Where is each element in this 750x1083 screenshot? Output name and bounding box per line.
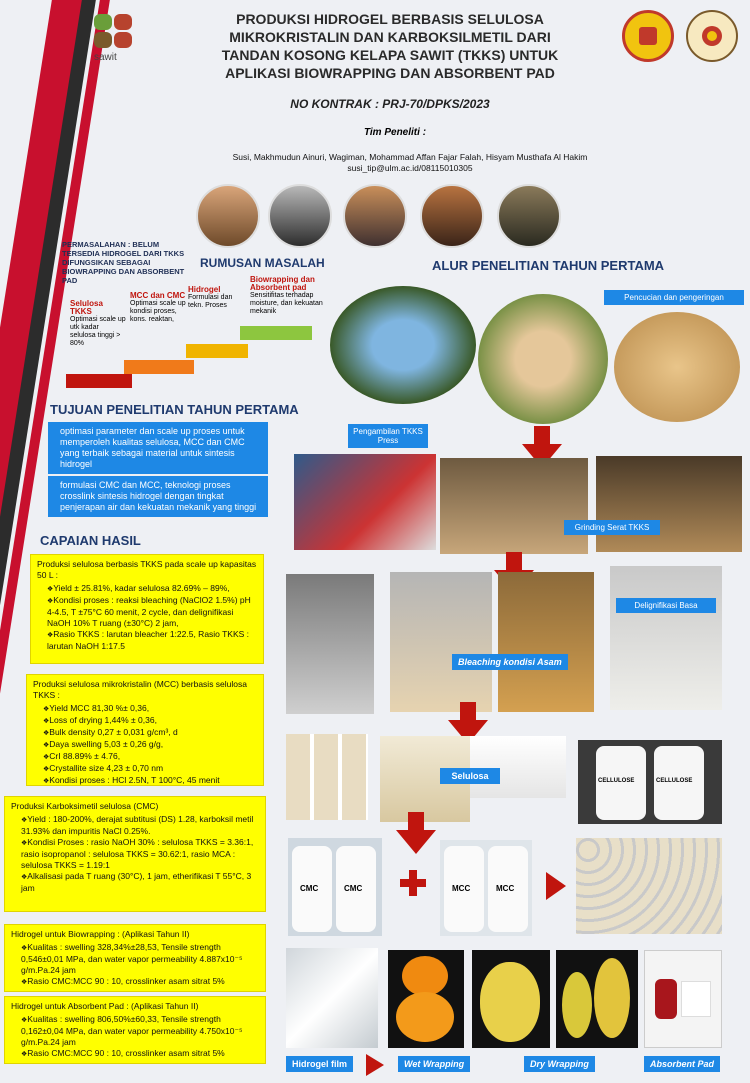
capaian-head: Hidrogel untuk Absorbent Pad : (Aplikasi Tahun II) <box>11 1001 199 1011</box>
label-pengambilan: Pengambilan TKKS Press <box>348 424 428 448</box>
photo-dried-fiber <box>614 312 740 422</box>
jar-label: MCC <box>452 884 471 893</box>
step-bar <box>66 374 132 388</box>
label-wet-wrapping: Wet Wrapping <box>398 1056 470 1072</box>
title-line: TANDAN KOSONG KELAPA SAWIT (TKKS) UNTUK <box>221 47 559 63</box>
jar-label: CMC <box>300 884 319 893</box>
rumusan-title: RUMUSAN MASALAH <box>200 256 325 270</box>
label-delignifikasi: Delignifikasi Basa <box>616 598 716 613</box>
jar-label: CMC <box>344 884 363 893</box>
capaian-item: ❖ Yield MCC 81,30 %± 0,36, <box>43 703 257 715</box>
label-hidrogel-film: Hidrogel film <box>286 1056 353 1072</box>
capaian-item: ❖ CrI 88.89% ± 4.76, <box>43 751 257 763</box>
photo-pulp-trays <box>286 734 368 820</box>
capaian-item: ❖ Kualitas : swelling 806,50%±60,33, Tensile strength 0,162±0,04 MPa, dan water vapor permeability 4.750x10⁻⁵ g/m.Pa.24 jam <box>21 1014 259 1048</box>
capaian-box <box>4 796 266 912</box>
step-item <box>130 292 186 324</box>
flow-arrow <box>396 830 436 854</box>
tujuan-title: TUJUAN PENELITIAN TAHUN PERTAMA <box>50 402 299 417</box>
step-item <box>188 286 238 310</box>
agency-seal <box>686 10 738 62</box>
label-pencucian: Pencucian dan pengeringan <box>604 290 744 305</box>
tujuan-item: optimasi parameter dan scale up proses untuk memperoleh kualitas selulosa, MCC dan CMC yang terbaik sebagai material untuk sintesis hidrogel <box>48 422 268 474</box>
capaian-item: ❖ Kondisi proses : reaksi bleaching (NaClO2 1.5%) pH 4-4.5, T ±75°C 60 menit, 2 cycle, dan delignifikasi NaOH 10% T ruang (±30°C) 2 jam, <box>47 595 257 629</box>
step-desc: Optimasi scale up utk kadar selulosa tinggi > 80% <box>70 316 126 347</box>
title-line: APLIKASI BIOWRAPPING DAN ABSORBENT PAD <box>225 65 555 81</box>
capaian-item: ❖ Alkalisasi pada T ruang (30°C), 1 jam, etherifikasi T 55°C, 3 jam <box>21 871 259 894</box>
capaian-item: ❖ Rasio TKKS : larutan bleacher 1:22.5, Rasio TKKS : larutan NaOH 1:17.5 <box>47 629 257 652</box>
title-line: MIKROKRISTALIN DAN KARBOKSILMETIL DARI <box>229 29 551 45</box>
photo-washing <box>478 294 608 424</box>
photo-grinder <box>294 454 436 550</box>
capaian-item: ❖ Yield ± 25.81%, kadar selulosa 82.69% – 89%, <box>47 583 257 595</box>
photo-bleaching-1 <box>390 572 492 712</box>
photo-fiber-tank <box>596 456 742 552</box>
photo-cellulose-bags <box>470 736 566 798</box>
step-title: Hidrogel <box>188 285 221 294</box>
photo-dry-wrapping <box>556 950 638 1048</box>
researcher-photo <box>497 184 561 248</box>
photo-cmc-jars <box>288 838 382 936</box>
step-item <box>70 300 126 348</box>
step-title: MCC dan CMC <box>130 291 186 300</box>
contract-number: NO KONTRAK : PRJ-70/DPKS/2023 <box>290 97 490 111</box>
step-desc: Sensitifitas terhadap moisture, dan kekuatan mekanik <box>250 292 323 315</box>
tujuan-item: formulasi CMC dan MCC, teknologi proses crosslink sintesis hidrogel dengan tingkat penjerapan air dan kekuatan mekanik yang tinggi <box>48 476 268 517</box>
plus-icon <box>400 870 426 896</box>
researcher-photo <box>420 184 484 248</box>
team-names: Susi, Makhmudun Ainuri, Wagiman, Mohammad Affan Fajar Falah, Hisyam Musthafa Al Hakim <box>232 152 588 162</box>
step-desc: Formulasi dan tekn. Proses <box>188 294 233 309</box>
researcher-photo <box>196 184 260 248</box>
capaian-item: ❖ Loss of drying 1,44% ± 0,36, <box>43 715 257 727</box>
label-absorbent-pad: Absorbent Pad <box>644 1056 720 1072</box>
photo-reactor <box>286 574 374 714</box>
capaian-title: CAPAIAN HASIL <box>40 533 141 548</box>
capaian-item: ❖ Rasio CMC:MCC 90 : 10, crosslinker asam sitrat 5% <box>21 1048 259 1060</box>
capaian-box <box>26 674 264 786</box>
problem-statement: PERMASALAHAN : BELUM TERSEDIA HIDROGEL DARI TKKS DIFUNGSIKAN SEBAGAI BIOWRAPPING DAN ABSORBENT PAD <box>62 240 185 285</box>
jar-label: MCC <box>496 884 515 893</box>
photo-tkks-field <box>330 286 476 404</box>
photo-bleaching-2 <box>498 572 594 712</box>
label-bleaching: Bleaching kondisi Asam <box>452 654 568 670</box>
capaian-item: ❖ Rasio CMC:MCC 90 : 10, crosslinker asam sitrat 5% <box>21 976 259 988</box>
capaian-head: Produksi selulosa berbasis TKKS pada scale up kapasitas 50 L : <box>37 559 257 580</box>
step-title: Biowrapping dan Absorbent pad <box>250 275 315 292</box>
step-bar <box>240 326 312 340</box>
label-grinding: Grinding Serat TKKS <box>564 520 660 535</box>
team-block <box>160 152 660 174</box>
jar-label: CELLULOSE <box>656 778 693 784</box>
step-desc: Optimasi scale up kondisi proses, kons. reaktan, <box>130 300 186 323</box>
photo-hydrogel-samples <box>576 838 722 934</box>
university-seal <box>622 10 674 62</box>
capaian-box <box>4 996 266 1064</box>
capaian-item: ❖ Kualitas : swelling 328,34%±28,53, Tensile strength 0,546±0,01 MPa, dan water vapor permeability 4.887x10⁻⁵ g/m.Pa.24 jam <box>21 942 259 976</box>
capaian-item: ❖ Daya swelling 5,03 ± 0,26 g/g, <box>43 739 257 751</box>
photo-wet-wrapping-2 <box>472 950 550 1048</box>
researcher-photo <box>268 184 332 248</box>
title-line: PRODUKSI HIDROGEL BERBASIS SELULOSA <box>236 11 544 27</box>
capaian-box <box>30 554 264 664</box>
photo-absorbent-pad <box>644 950 722 1048</box>
step-item <box>250 276 336 316</box>
logo-text: sawit <box>94 52 117 63</box>
photo-cellulose-jars <box>578 740 722 824</box>
photo-delignification <box>610 566 722 710</box>
jar-label: CELLULOSE <box>598 778 635 784</box>
step-title: Selulosa TKKS <box>70 299 103 316</box>
step-bar <box>124 360 194 374</box>
step-bar <box>186 344 248 358</box>
capaian-box <box>4 924 266 992</box>
alur-title: ALUR PENELITIAN TAHUN PERTAMA <box>432 258 665 273</box>
capaian-item: ❖ Kondisi proses : HCl 2.5N, T 100°C, 45 menit <box>43 775 257 787</box>
label-dry-wrapping: Dry Wrapping <box>524 1056 595 1072</box>
team-label: Tim Peneliti : <box>363 127 427 138</box>
arrow-right-icon <box>546 872 566 900</box>
photo-grinding <box>440 458 588 554</box>
sawit-logo <box>92 12 134 54</box>
capaian-head: Hidrogel untuk Biowrapping : (Aplikasi Tahun II) <box>11 929 190 939</box>
label-selulosa: Selulosa <box>440 768 500 784</box>
arrow-right-icon <box>366 1054 384 1076</box>
capaian-item: ❖ Yield : 180-200%, derajat subtitusi (DS) 1.28, karboksil metil 31.93% dan impuritis NaCl 0.25%. <box>21 814 259 837</box>
photo-wet-wrapping <box>388 950 464 1048</box>
photo-hydrogel-film <box>286 948 378 1048</box>
researcher-photo <box>343 184 407 248</box>
photo-mcc-jars <box>440 840 532 936</box>
capaian-item: ❖ Bulk density 0,27 ± 0,031 g/cm³, d <box>43 727 257 739</box>
capaian-head: Produksi Karboksimetil selulosa (CMC) <box>11 801 159 811</box>
capaian-head: Produksi selulosa mikrokristalin (MCC) berbasis selulosa TKKS : <box>33 679 247 700</box>
team-contact: susi_tip@ulm.ac.id/08115010305 <box>347 163 473 173</box>
capaian-item: ❖ Kondisi Proses : rasio NaOH 30% : selulosa TKKS = 3.36:1, rasio isopropanol : selulosa TKKS = 30.62:1, rasio MCA : selulosa TKKS = 1.19:1 <box>21 837 259 871</box>
poster-title <box>195 10 585 82</box>
capaian-item: ❖ Crystallite size 4,23 ± 0,70 nm <box>43 763 257 775</box>
